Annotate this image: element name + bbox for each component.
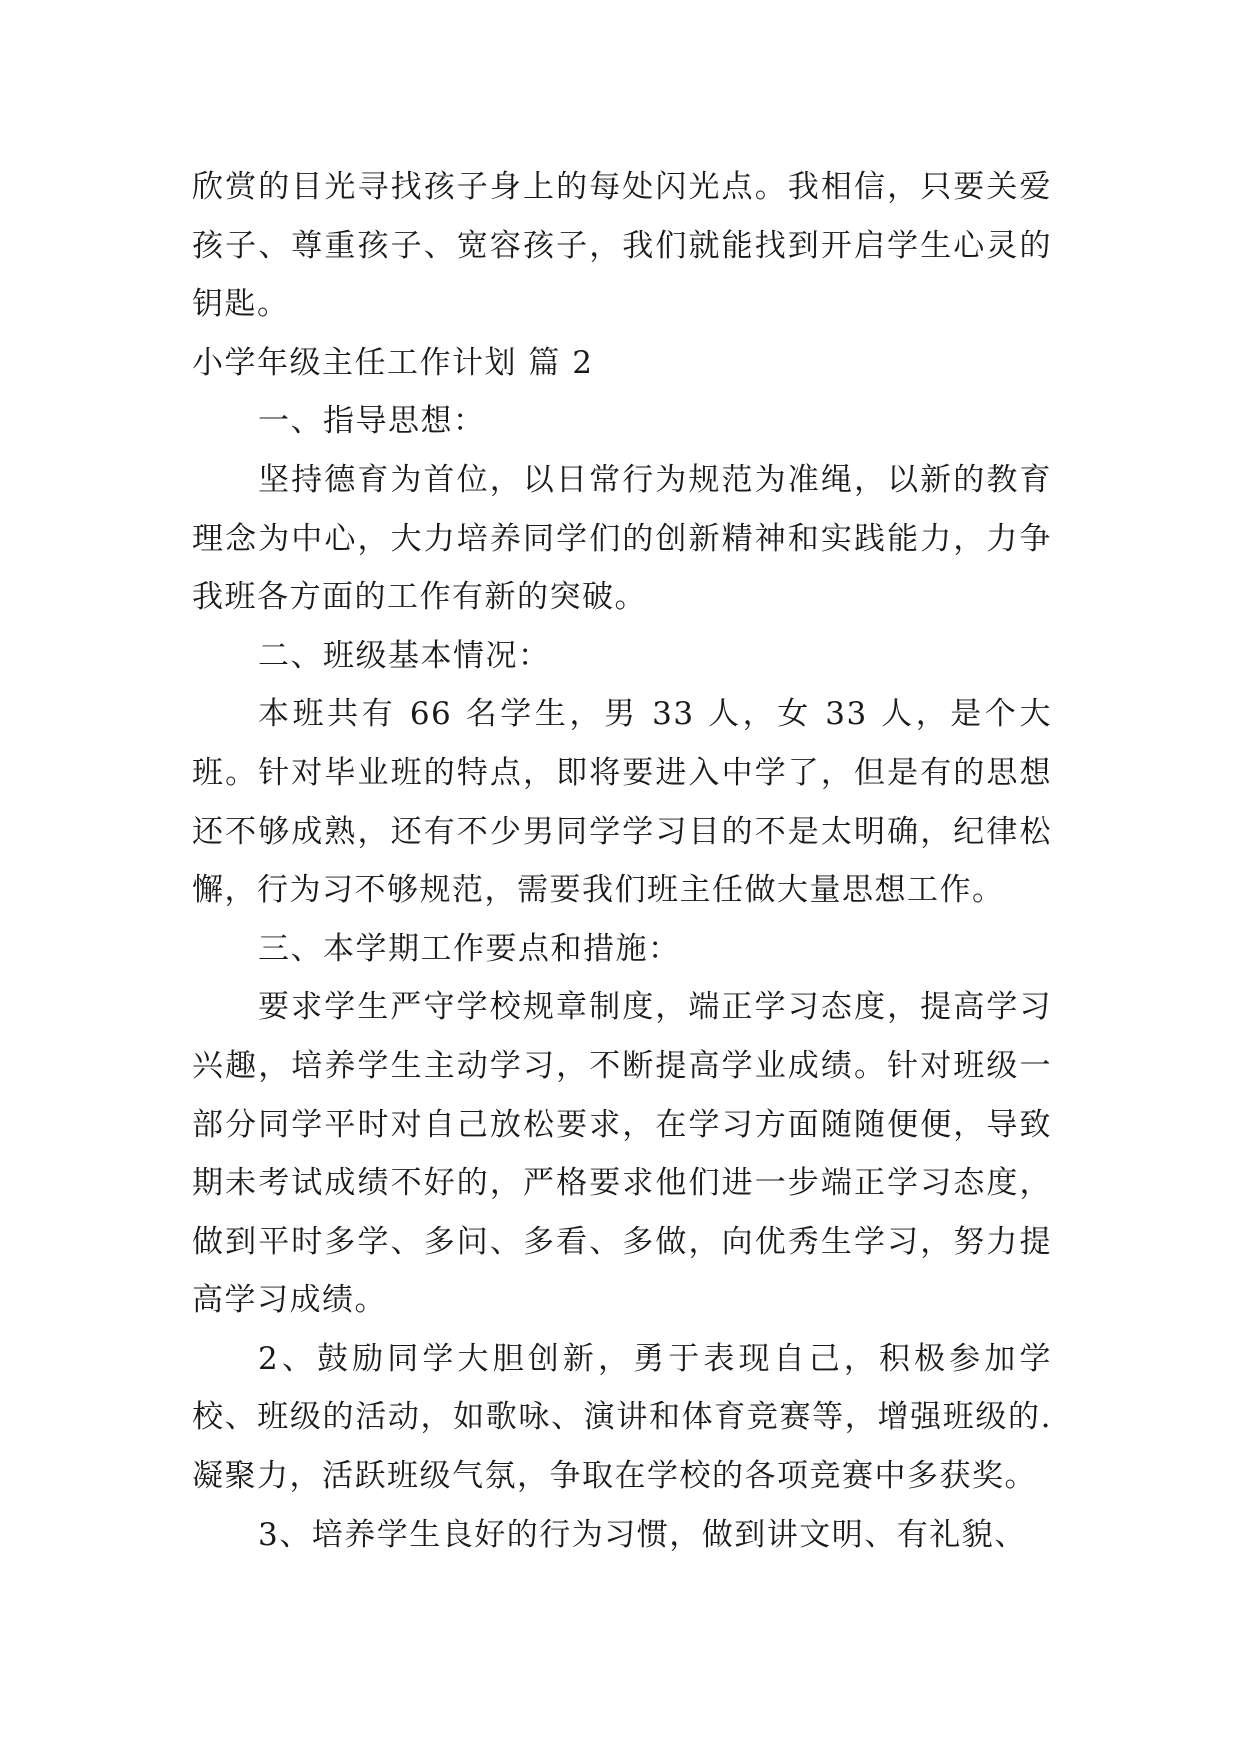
section-title: 小学年级主任工作计划 篇 2 bbox=[192, 344, 594, 381]
paragraph-work-point-2: 2、鼓励同学大胆创新，勇于表现自己，积极参加学校、班级的活动，如歌咏、演讲和体育竞赛等，增强班级的.凝聚力，活跃班级气氛，争取在学校的各项竞赛中多获奖。 bbox=[192, 1340, 1052, 1495]
paragraph-work-point-1: 要求学生严守学校规章制度，端正学习态度，提高学习兴趣，培养学生主动学习，不断提高学业成绩。针对班级一部分同学平时对自己放松要求，在学习方面随随便便，导致期未考试成绩不好的，严格要求他们进一步端正学习态度，做到平时多学、多问、多看、多做，向优秀生学习，努力提高学习成绩。 bbox=[192, 989, 1052, 1319]
heading-guiding-ideology: 一、指导思想： bbox=[258, 403, 486, 440]
heading-class-situation: 二、班级基本情况： bbox=[258, 637, 551, 674]
paragraph-class-situation: 本班共有 66 名学生，男 33 人，女 33 人，是个大班。针对毕业班的特点，即将要进入中学了，但是有的思想还不够成熟，还有不少男同学学习目的不是太明确，纪律松懈，行为习不够规范，需要我们班主任做大量思想工作。 bbox=[192, 696, 1052, 909]
heading-work-points: 三、本学期工作要点和措施： bbox=[258, 930, 681, 967]
paragraph-work-point-3: 3、培养学生良好的行为习惯，做到讲文明、有礼貌、 bbox=[258, 1516, 1027, 1553]
paragraph-continuation: 欣赏的目光寻找孩子身上的每处闪光点。我相信，只要关爱孩子、尊重孩子、宽容孩子，我们就能找到开启学生心灵的钥匙。 bbox=[192, 169, 1052, 323]
paragraph-guiding-ideology: 坚持德育为首位，以日常行为规范为准绳，以新的教育理念为中心，大力培养同学们的创新精神和实践能力，力争我班各方面的工作有新的突破。 bbox=[192, 461, 1052, 616]
document-page bbox=[192, 158, 1052, 1564]
